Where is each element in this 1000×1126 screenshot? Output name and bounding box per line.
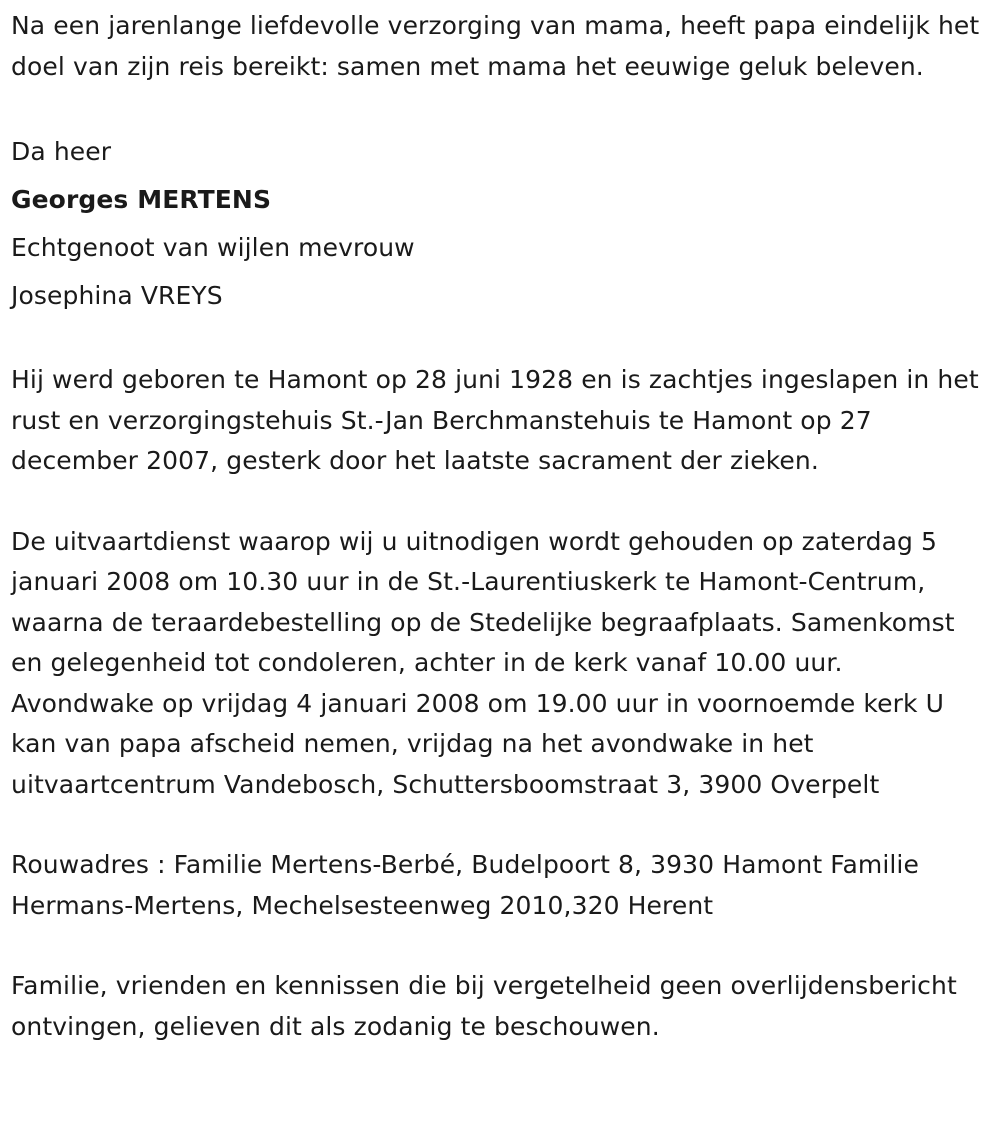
spacer — [11, 926, 986, 966]
spacer — [11, 320, 986, 360]
title-prefix: Da heer — [11, 137, 112, 166]
birth-death-paragraph: Hij werd geboren te Hamont op 28 juni 1928 en is zachtjes ingeslapen in het rust en verzorgingstehuis St.-Jan Berchmanstehuis te Hamont op 27 december 2007, gesterk door het laatste sacrament der zieken. — [11, 365, 979, 475]
spacer — [11, 87, 986, 128]
spouse-name: Josephina VREYS — [11, 281, 223, 310]
spouse-relation: Echtgenoot van wijlen mevrouw — [11, 233, 415, 262]
deceased-name: Georges MERTENS — [11, 185, 272, 214]
funeral-paragraph: De uitvaartdienst waarop wij u uitnodigen wordt gehouden op zaterdag 5 januari 2008 om 10.30 uur in de St.-Laurentiuskerk te Hamont-Centrum, waarna de teraardebestelling op de Stedelijke begraafplaats. Samenkomst en gelegenheid tot condoleren, achter in de kerk vanaf 10.00 uur. Avondwake op vrijdag 4 januari 2008 om 19.00 uur in voornoemde kerk U kan van papa afscheid nemen, vrijdag na het avondwake in het uitvaartcentrum Vandebosch, Schuttersboomstraat 3, 3900 Overpelt — [11, 526, 955, 799]
spacer — [11, 805, 986, 845]
closing-paragraph: Familie, vrienden en kennissen die bij vergetelheid geen overlijdensbericht ontvingen, gelieven dit als zodanig te beschouwen. — [11, 971, 957, 1041]
spacer — [11, 482, 986, 522]
obituary-document — [11, 6, 986, 1047]
address-paragraph: Rouwadres : Familie Mertens-Berbé, Budelpoort 8, 3930 Hamont Familie Hermans-Mertens, Mechelsesteenweg 2010,320 Herent — [11, 850, 919, 920]
intro-paragraph: Na een jarenlange liefdevolle verzorging van mama, heeft papa eindelijk het doel van zijn reis bereikt: samen met mama het eeuwige geluk beleven. — [11, 11, 980, 81]
